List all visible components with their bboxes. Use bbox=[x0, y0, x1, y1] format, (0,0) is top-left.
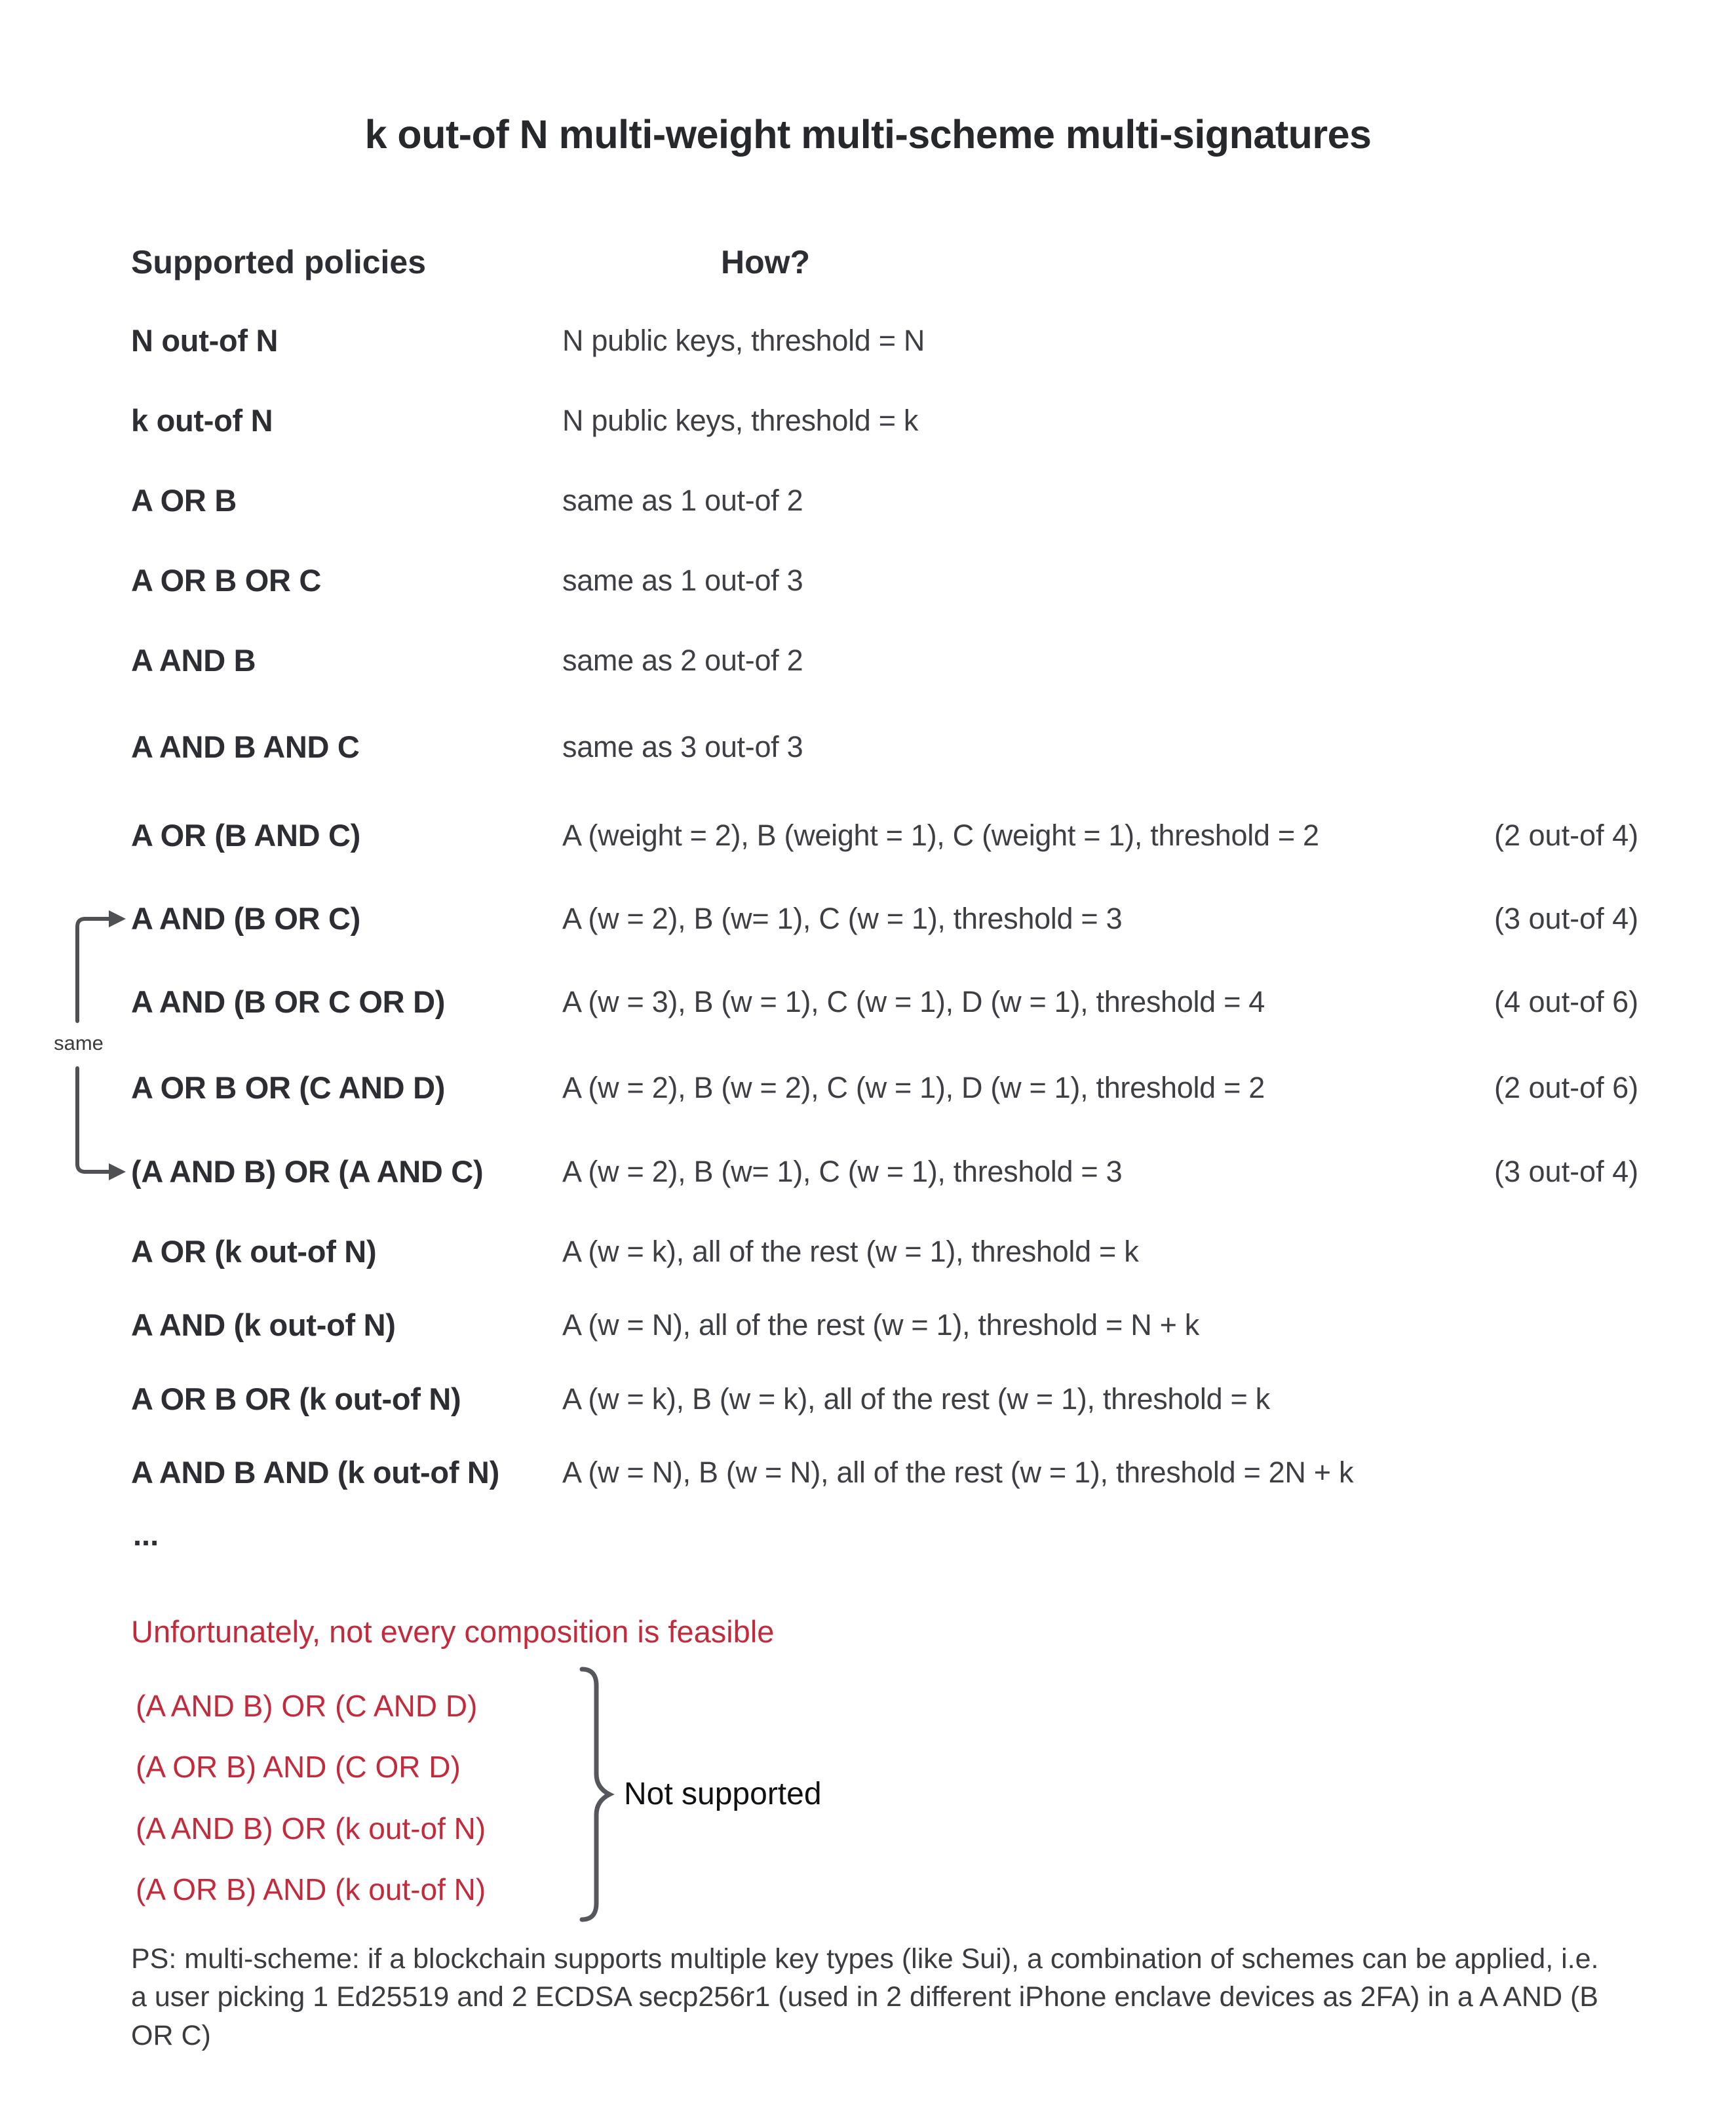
how-text: N public keys, threshold = N bbox=[562, 324, 925, 357]
how-text: A (w = 2), B (w = 2), C (w = 1), D (w = 1), threshold = 2 bbox=[562, 1071, 1265, 1104]
how-text: A (w = N), all of the rest (w = 1), threshold = N + k bbox=[562, 1308, 1199, 1342]
policy-label: A OR B bbox=[131, 483, 237, 518]
out-of-annotation: (3 out-of 4) bbox=[1494, 1155, 1639, 1188]
table-row bbox=[0, 815, 1736, 857]
how-text: A (w = k), B (w = k), all of the rest (w = 1), threshold = k bbox=[562, 1382, 1270, 1416]
policy-label: A AND (B OR C) bbox=[131, 901, 360, 936]
policy-label: A AND (B OR C OR D) bbox=[131, 984, 446, 1019]
infeasible-item: (A OR B) AND (k out-of N) bbox=[136, 1872, 486, 1906]
table-row bbox=[0, 1151, 1736, 1193]
how-text: same as 1 out-of 3 bbox=[562, 564, 803, 597]
column-header-policies: Supported policies bbox=[131, 244, 427, 280]
infeasible-item: (A OR B) AND (C OR D) bbox=[136, 1750, 461, 1784]
how-text: A (w = 2), B (w= 1), C (w = 1), threshold = 3 bbox=[562, 1155, 1123, 1188]
how-text: same as 1 out-of 2 bbox=[562, 484, 803, 517]
how-text: same as 3 out-of 3 bbox=[562, 730, 803, 763]
policy-label: (A AND B) OR (A AND C) bbox=[131, 1154, 484, 1189]
how-text: A (w = 3), B (w = 1), C (w = 1), D (w = 1), threshold = 4 bbox=[562, 985, 1265, 1018]
policy-label: A OR (k out-of N) bbox=[131, 1234, 377, 1269]
out-of-annotation: (3 out-of 4) bbox=[1494, 902, 1639, 935]
same-label: same bbox=[54, 1032, 104, 1054]
out-of-annotation: (2 out-of 4) bbox=[1494, 819, 1639, 852]
column-header-how: How? bbox=[721, 244, 811, 280]
how-text: A (w = N), B (w = N), all of the rest (w = 1), threshold = 2N + k bbox=[562, 1456, 1354, 1489]
ellipsis: ... bbox=[133, 1517, 159, 1552]
table-row bbox=[0, 898, 1736, 940]
table-row bbox=[0, 1067, 1736, 1109]
curly-brace-icon bbox=[575, 1666, 621, 1923]
table-row bbox=[0, 480, 1736, 522]
not-supported-label: Not supported bbox=[624, 1777, 822, 1811]
table-row bbox=[0, 1231, 1736, 1273]
policy-label: A AND B AND (k out-of N) bbox=[131, 1455, 499, 1490]
how-text: A (w = k), all of the rest (w = 1), threshold = k bbox=[562, 1235, 1139, 1268]
table-row bbox=[0, 726, 1736, 768]
infeasible-item: (A AND B) OR (C AND D) bbox=[136, 1689, 478, 1723]
table-row bbox=[0, 1378, 1736, 1420]
policy-label: A OR B OR (C AND D) bbox=[131, 1070, 446, 1105]
arrowhead-bottom-icon bbox=[109, 1163, 126, 1180]
policy-label: A OR (B AND C) bbox=[131, 818, 360, 853]
policy-label: N out-of N bbox=[131, 323, 279, 358]
infeasible-heading: Unfortunately, not every composition is feasible bbox=[131, 1614, 775, 1649]
infeasible-item: (A AND B) OR (k out-of N) bbox=[136, 1811, 486, 1846]
ps-note: PS: multi-scheme: if a blockchain supports multiple key types (like Sui), a combination of schemes can be applied, i.e. a user picking 1 Ed25519 and 2 ECDSA secp256r1 (used in 2 different iPhone enclave devices as 2FA) in a A AND (B OR C) bbox=[131, 1943, 1599, 2051]
how-text: N public keys, threshold = k bbox=[562, 404, 919, 437]
policy-label: A AND B AND C bbox=[131, 729, 360, 764]
arrowhead-top-icon bbox=[109, 910, 126, 927]
page-title: k out-of N multi-weight multi-scheme multi-signatures bbox=[364, 112, 1372, 157]
policy-label: A OR B OR C bbox=[131, 563, 322, 598]
policy-label: A AND B bbox=[131, 643, 256, 678]
policy-label: A AND (k out-of N) bbox=[131, 1307, 396, 1342]
table-row bbox=[0, 1304, 1736, 1346]
table-row bbox=[0, 320, 1736, 362]
policy-label: k out-of N bbox=[131, 403, 273, 438]
table-row bbox=[0, 1452, 1736, 1494]
how-text: A (w = 2), B (w= 1), C (w = 1), threshold = 3 bbox=[562, 902, 1123, 935]
table-row bbox=[0, 981, 1736, 1023]
policy-label: A OR B OR (k out-of N) bbox=[131, 1382, 461, 1416]
out-of-annotation: (2 out-of 6) bbox=[1494, 1071, 1639, 1104]
how-text: same as 2 out-of 2 bbox=[562, 644, 803, 677]
table-row bbox=[0, 560, 1736, 602]
table-row bbox=[0, 400, 1736, 442]
out-of-annotation: (4 out-of 6) bbox=[1494, 985, 1639, 1018]
table-row bbox=[0, 640, 1736, 682]
how-text: A (weight = 2), B (weight = 1), C (weight = 1), threshold = 2 bbox=[562, 819, 1319, 852]
